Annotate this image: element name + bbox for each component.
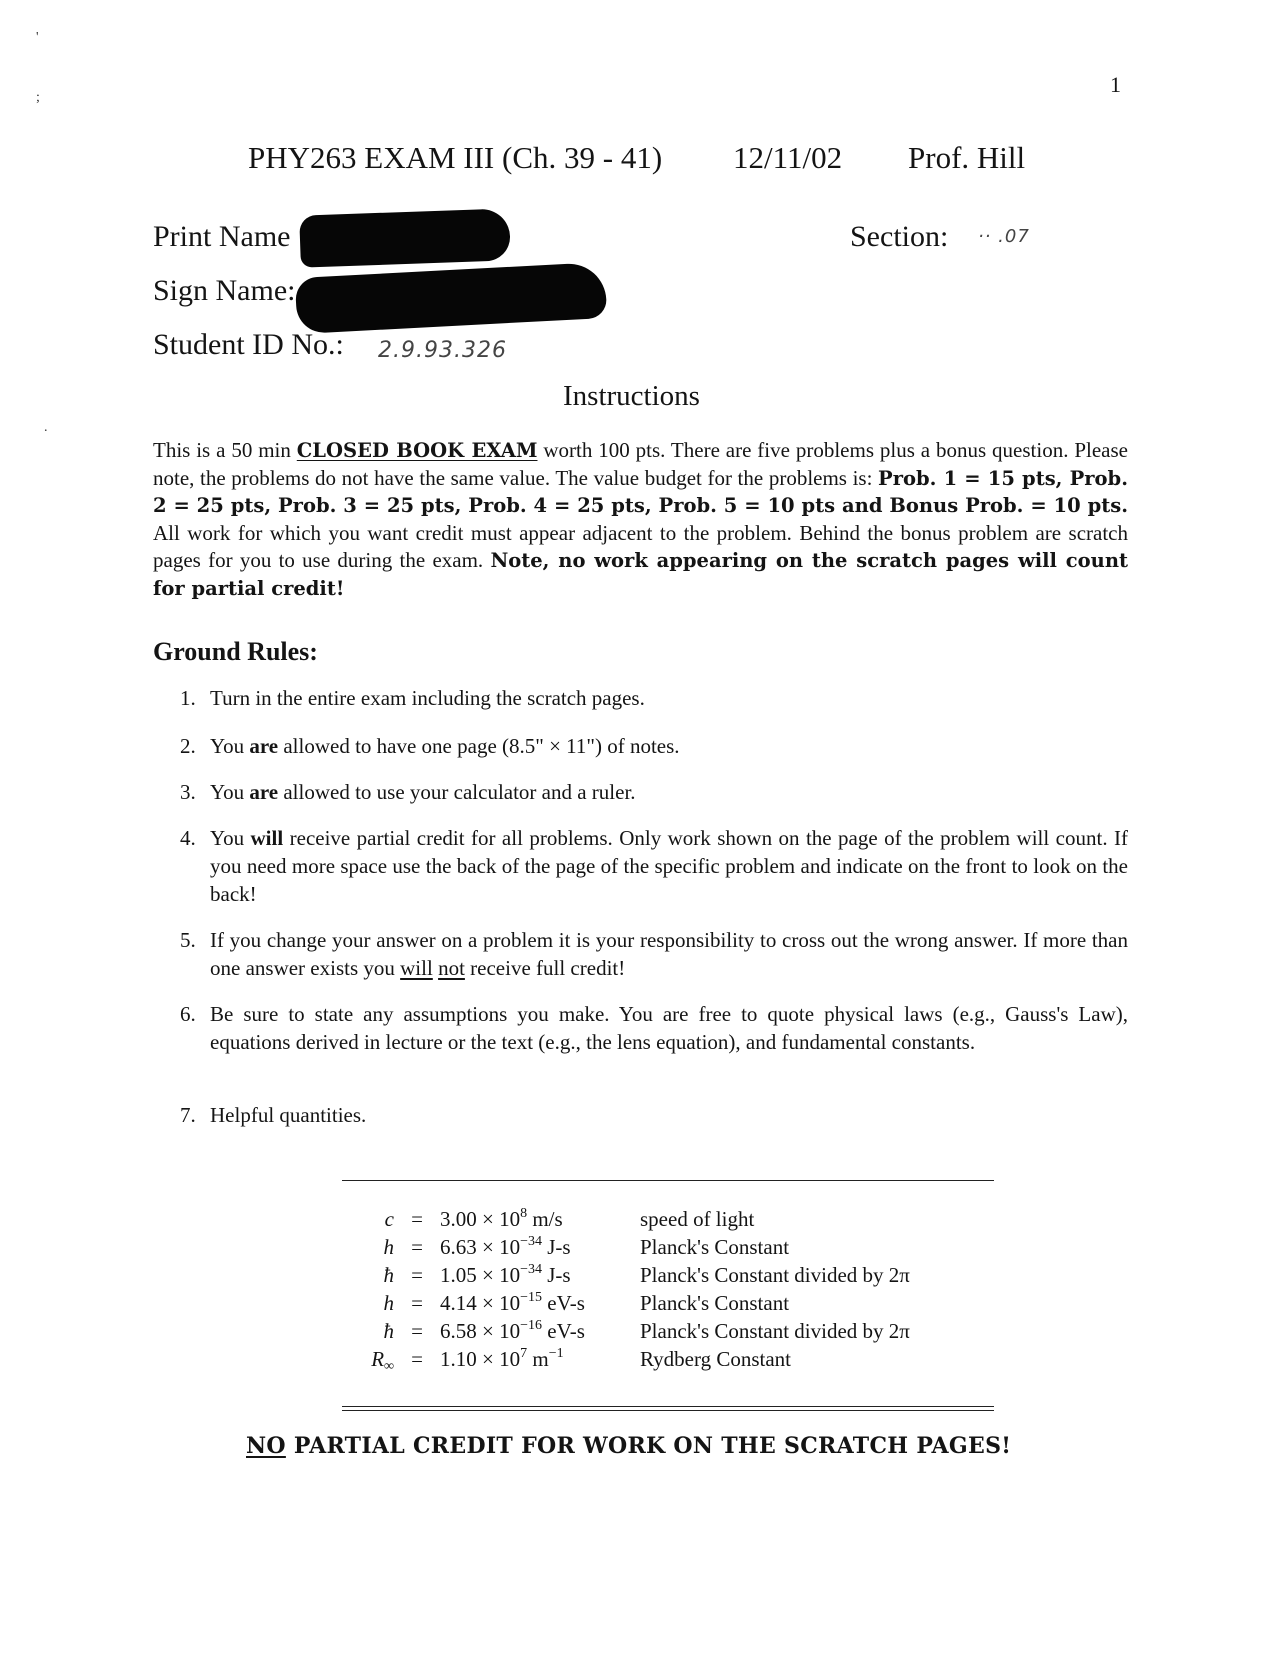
rule-item: 3. You are allowed to use your calculator and a ruler. — [180, 780, 636, 804]
section-handwritten: ·· .07 — [978, 226, 1030, 247]
student-id-label: Student ID No.: — [153, 328, 344, 361]
table-bottom-rule — [342, 1406, 994, 1407]
exam-date: 12/11/02 — [733, 140, 843, 175]
closed-book-emphasis: CLOSED BOOK EXAM — [296, 439, 538, 462]
table-row: ħ = $1.05 \times 10^{-34}$ J-s Planck's Constant divided by 2π — [383, 1261, 910, 1287]
rule-item: 4. You will receive partial credit for all problems. Only work shown on the page of the problem will count. If you need more space use the back of the page of the specific problem and indicate on the front to look on the back! — [180, 826, 1128, 906]
redaction-bar — [299, 208, 511, 267]
scan-mark: ' — [36, 30, 39, 45]
rule-item: 7. Helpful quantities. — [180, 1103, 367, 1127]
rule-item: 5. If you change your answer on a problem it is your responsibility to cross out the wrong answer. If more than one answer exists you will not receive full credit! — [180, 928, 1128, 980]
constants-table — [342, 1205, 910, 1373]
rule-item: 2. You are allowed to have one page (8.5" × 11") of notes. — [180, 734, 680, 758]
section-label: Section: — [850, 220, 949, 253]
table-bottom-rule — [342, 1410, 994, 1411]
final-notice: NO PARTIAL CREDIT FOR WORK ON THE SCRATCH PAGES! — [246, 1433, 1012, 1459]
instructions-heading: Instructions — [563, 380, 700, 412]
scan-mark: ; — [36, 90, 40, 105]
table-top-rule — [342, 1180, 994, 1181]
value-budget: Prob. 1 = 15 pts, Prob. 2 = 25 pts, Prob. 3 = 25 pts, Prob. 4 = 25 pts, Prob. 5 = 10 pts and Bonus Prob. = 10 pts. — [153, 466, 1128, 518]
print-name-label: Print Name — [153, 220, 291, 253]
table-row: c = $3.00 \times 10^8$ m/s speed of light — [384, 1205, 755, 1231]
student-id-handwritten: 2.9.93.326 — [378, 338, 507, 363]
scratch-note: Note, no work appearing on the scratch pages will count for partial credit! — [153, 549, 1129, 600]
professor-name: Prof. Hill — [908, 140, 1026, 175]
instructions-paragraph: This is a 50 min CLOSED BOOK EXAM worth 100 pts. There are five problems plus a bonus question. Please note, the problems do not have the same value. The value budget for the problems is: Prob. 1 = 15 pts, Prob. 2 = 25 pts, Prob. 3 = 25 pts, Prob. 4 = 25 pts, Prob. 5 = 10 pts and Bonus Prob. = 10 pts. All work for which you want credit must appear adjacent to the problem. Behind the bonus problem are scratch pages for you to use during the exam. Note, no work appearing on the scratch pages will count for partial credit! — [153, 438, 1129, 600]
table-row: $R_\infty$ = $1.10 \times 10^7$ $m^{-1}$ Rydberg Constant — [371, 1345, 792, 1374]
rule-item: 1. Turn in the entire exam including the scratch pages. — [180, 686, 645, 710]
table-row: h = $4.14 \times 10^{-15}$ eV-s Planck's Constant — [383, 1289, 790, 1315]
redaction-bar — [295, 262, 608, 334]
rule-item: 6. Be sure to state any assumptions you make. You are free to quote physical laws (e.g., Gauss's Law), equations derived in lecture or the text (e.g., the lens equation), and fundamental constants. — [180, 1002, 1128, 1054]
ground-rules-heading: Ground Rules: — [153, 637, 318, 666]
table-row: ħ = $6.58 \times 10^{-16}$ eV-s Planck's Constant divided by 2π — [383, 1317, 910, 1343]
scan-mark: . — [44, 420, 48, 435]
exam-title: PHY263 EXAM III (Ch. 39 - 41) — [248, 140, 663, 175]
table-row: h = $6.63 \times 10^{-34}$ J-s Planck's Constant — [383, 1233, 790, 1259]
sign-name-label: Sign Name: — [153, 274, 296, 307]
page-number: 1 — [1110, 72, 1121, 97]
